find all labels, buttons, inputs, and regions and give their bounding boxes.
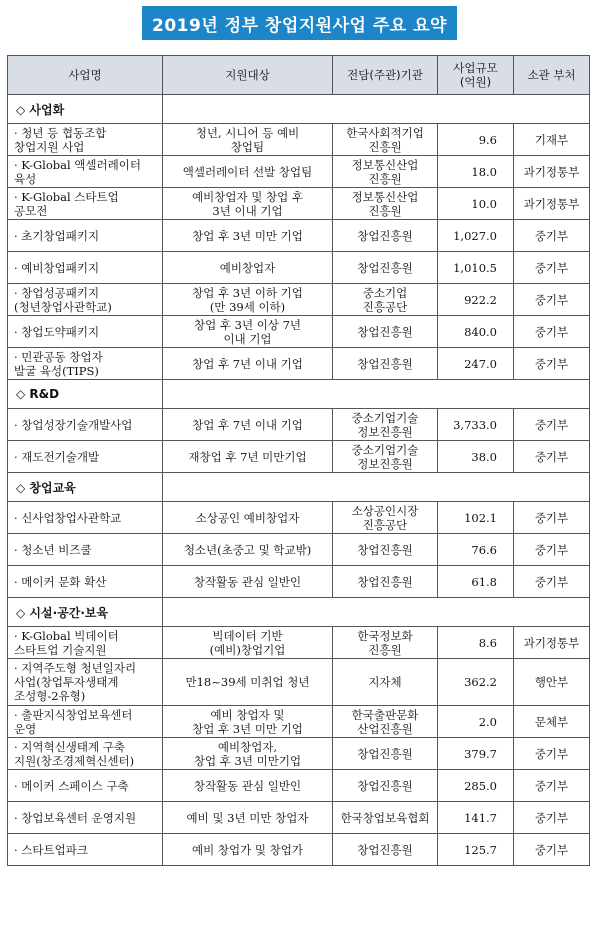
- header-agency: 전담(주관)기관: [333, 56, 438, 95]
- agency-cell: 한국출판문화 산업진흥원: [333, 706, 438, 738]
- program-name-cell: · 창업성장기술개발사업: [8, 409, 163, 441]
- agency-cell: 한국사회적기업 진흥원: [333, 124, 438, 156]
- ministry-cell: 중기부: [514, 502, 590, 534]
- target-cell: 창작활동 관심 일반인: [163, 566, 333, 598]
- table-row: [8, 502, 590, 534]
- budget-cell: 285.0: [438, 770, 514, 802]
- program-name-cell: · 메이커 문화 확산: [8, 566, 163, 598]
- budget-cell: 922.2: [438, 284, 514, 316]
- program-name-cell: · 출판지식창업보육센터 운영: [8, 706, 163, 738]
- agency-cell: 소상공인시장 진흥공단: [333, 502, 438, 534]
- budget-cell: 76.6: [438, 534, 514, 566]
- program-name-cell: · 신사업창업사관학교: [8, 502, 163, 534]
- budget-cell: 2.0: [438, 706, 514, 738]
- budget-cell: 125.7: [438, 834, 514, 866]
- target-cell: 예비 창업자 및 창업 후 3년 미만 기업: [163, 706, 333, 738]
- program-name-cell: · 창업보육센터 운영지원: [8, 802, 163, 834]
- program-table: [7, 55, 590, 866]
- agency-cell: 창업진흥원: [333, 316, 438, 348]
- target-cell: 액셀러레이터 선발 창업팀: [163, 156, 333, 188]
- budget-cell: 102.1: [438, 502, 514, 534]
- table-row: [8, 834, 590, 866]
- ministry-cell: 중기부: [514, 409, 590, 441]
- program-name-cell: · 민관공동 창업자 발굴 육성(TIPS): [8, 348, 163, 380]
- table-row: [8, 802, 590, 834]
- table-row: [8, 124, 590, 156]
- ministry-cell: 중기부: [514, 566, 590, 598]
- budget-cell: 3,733.0: [438, 409, 514, 441]
- agency-cell: 한국정보화 진흥원: [333, 627, 438, 659]
- ministry-cell: 중기부: [514, 834, 590, 866]
- section-row: [8, 598, 590, 627]
- header-budget: 사업규모 (억원): [438, 56, 514, 95]
- target-cell: 예비창업자, 창업 후 3년 미만기업: [163, 738, 333, 770]
- header-target: 지원대상: [163, 56, 333, 95]
- target-cell: 창업 후 3년 이하 기업 (만 39세 이하): [163, 284, 333, 316]
- agency-cell: 창업진흥원: [333, 738, 438, 770]
- section-spacer: [163, 380, 590, 409]
- section-label: ◇ 시설·공간·보육: [8, 598, 163, 627]
- program-name-cell: · 예비창업패키지: [8, 252, 163, 284]
- agency-cell: 중소기업 진흥공단: [333, 284, 438, 316]
- program-name-cell: · 지역혁신생태계 구축 지원(창조경제혁신센터): [8, 738, 163, 770]
- table-row: [8, 220, 590, 252]
- program-name-cell: · K-Global 액셀러레이터 육성: [8, 156, 163, 188]
- agency-cell: 정보통신산업 진흥원: [333, 156, 438, 188]
- target-cell: 재창업 후 7년 미만기업: [163, 441, 333, 473]
- program-name-cell: · 창업도약패키지: [8, 316, 163, 348]
- program-name-cell: · 청소년 비즈쿨: [8, 534, 163, 566]
- program-name-cell: · K-Global 스타트업 공모전: [8, 188, 163, 220]
- agency-cell: 창업진흥원: [333, 252, 438, 284]
- section-label: ◇ R&D: [8, 380, 163, 409]
- agency-cell: 창업진흥원: [333, 834, 438, 866]
- target-cell: 청년, 시니어 등 예비 창업팀: [163, 124, 333, 156]
- target-cell: 창업 후 7년 이내 기업: [163, 409, 333, 441]
- budget-cell: 1,027.0: [438, 220, 514, 252]
- program-name-cell: · 초기창업패키지: [8, 220, 163, 252]
- agency-cell: 한국창업보육협회: [333, 802, 438, 834]
- program-name-cell: · 스타트업파크: [8, 834, 163, 866]
- table-row: [8, 252, 590, 284]
- target-cell: 청소년(초중고 및 학교밖): [163, 534, 333, 566]
- agency-cell: 중소기업기술 정보진흥원: [333, 409, 438, 441]
- budget-cell: 38.0: [438, 441, 514, 473]
- budget-cell: 9.6: [438, 124, 514, 156]
- agency-cell: 창업진흥원: [333, 348, 438, 380]
- table-row: [8, 659, 590, 706]
- budget-cell: 61.8: [438, 566, 514, 598]
- agency-cell: 지자체: [333, 659, 438, 706]
- budget-cell: 18.0: [438, 156, 514, 188]
- ministry-cell: 중기부: [514, 738, 590, 770]
- program-name-cell: · 창업성공패키지 (청년창업사관학교): [8, 284, 163, 316]
- program-name-cell: · 메이커 스페이스 구축: [8, 770, 163, 802]
- agency-cell: 창업진흥원: [333, 770, 438, 802]
- budget-cell: 247.0: [438, 348, 514, 380]
- ministry-cell: 중기부: [514, 284, 590, 316]
- ministry-cell: 중기부: [514, 252, 590, 284]
- table-row: [8, 188, 590, 220]
- target-cell: 빅데이터 기반 (예비)창업기업: [163, 627, 333, 659]
- section-row: [8, 380, 590, 409]
- table-row: [8, 770, 590, 802]
- table-row: [8, 409, 590, 441]
- table-body: [8, 95, 590, 866]
- table-row: [8, 316, 590, 348]
- page-title: 2019년 정부 창업지원사업 주요 요약: [142, 6, 457, 40]
- target-cell: 예비 및 3년 미만 창업자: [163, 802, 333, 834]
- table-row: [8, 441, 590, 473]
- ministry-cell: 문체부: [514, 706, 590, 738]
- header-row: [8, 56, 590, 95]
- target-cell: 소상공인 예비창업자: [163, 502, 333, 534]
- program-name-cell: · K-Global 빅데이터 스타트업 기술지원: [8, 627, 163, 659]
- ministry-cell: 중기부: [514, 534, 590, 566]
- ministry-cell: 행안부: [514, 659, 590, 706]
- agency-cell: 중소기업기술 정보진흥원: [333, 441, 438, 473]
- budget-cell: 8.6: [438, 627, 514, 659]
- ministry-cell: 중기부: [514, 441, 590, 473]
- budget-cell: 141.7: [438, 802, 514, 834]
- budget-cell: 379.7: [438, 738, 514, 770]
- ministry-cell: 중기부: [514, 316, 590, 348]
- table-row: [8, 534, 590, 566]
- header-ministry: 소관 부처: [514, 56, 590, 95]
- ministry-cell: 과기정통부: [514, 156, 590, 188]
- section-row: [8, 95, 590, 124]
- section-spacer: [163, 95, 590, 124]
- budget-cell: 362.2: [438, 659, 514, 706]
- budget-cell: 840.0: [438, 316, 514, 348]
- program-name-cell: · 지역주도형 청년일자리 사업(창업투자생태계 조성형-2유형): [8, 659, 163, 706]
- budget-cell: 10.0: [438, 188, 514, 220]
- table-row: [8, 284, 590, 316]
- target-cell: 예비 창업가 및 창업가: [163, 834, 333, 866]
- section-label: ◇ 사업화: [8, 95, 163, 124]
- ministry-cell: 중기부: [514, 220, 590, 252]
- target-cell: 창업 후 3년 미만 기업: [163, 220, 333, 252]
- budget-cell: 1,010.5: [438, 252, 514, 284]
- agency-cell: 창업진흥원: [333, 534, 438, 566]
- ministry-cell: 기재부: [514, 124, 590, 156]
- table-row: [8, 156, 590, 188]
- header-name: 사업명: [8, 56, 163, 95]
- ministry-cell: 중기부: [514, 348, 590, 380]
- agency-cell: 정보통신산업 진흥원: [333, 188, 438, 220]
- ministry-cell: 중기부: [514, 770, 590, 802]
- ministry-cell: 과기정통부: [514, 188, 590, 220]
- table-row: [8, 348, 590, 380]
- target-cell: 예비창업자 및 창업 후 3년 이내 기업: [163, 188, 333, 220]
- table-row: [8, 738, 590, 770]
- table-row: [8, 706, 590, 738]
- agency-cell: 창업진흥원: [333, 220, 438, 252]
- section-spacer: [163, 598, 590, 627]
- table-row: [8, 627, 590, 659]
- target-cell: 창업 후 3년 이상 7년 이내 기업: [163, 316, 333, 348]
- section-label: ◇ 창업교육: [8, 473, 163, 502]
- section-spacer: [163, 473, 590, 502]
- target-cell: 만18~39세 미취업 청년: [163, 659, 333, 706]
- agency-cell: 창업진흥원: [333, 566, 438, 598]
- ministry-cell: 과기정통부: [514, 627, 590, 659]
- table-row: [8, 566, 590, 598]
- program-name-cell: · 청년 등 협동조합 창업지원 사업: [8, 124, 163, 156]
- target-cell: 창작활동 관심 일반인: [163, 770, 333, 802]
- section-row: [8, 473, 590, 502]
- program-name-cell: · 재도전기술개발: [8, 441, 163, 473]
- target-cell: 예비창업자: [163, 252, 333, 284]
- ministry-cell: 중기부: [514, 802, 590, 834]
- target-cell: 창업 후 7년 이내 기업: [163, 348, 333, 380]
